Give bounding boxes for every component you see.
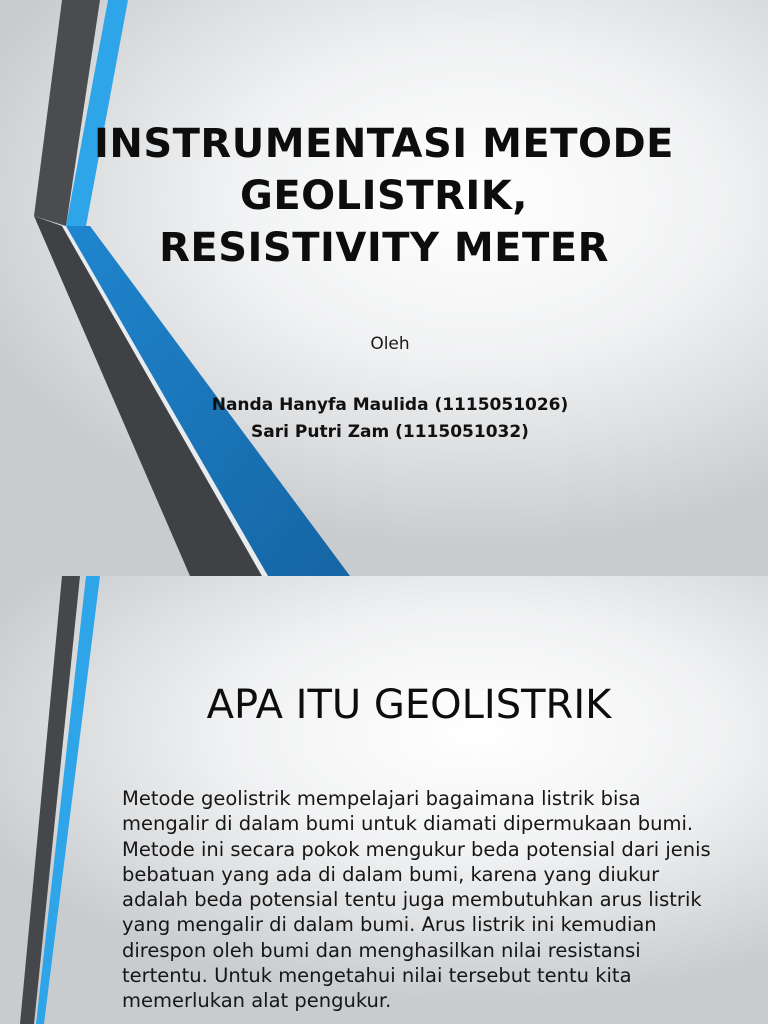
title-line-3: RESISTIVITY METER [159,225,609,271]
slide-definition [0,576,768,1024]
by-label: Oleh [370,334,410,354]
slide-body-text: Metode geolistrik mempelajari bagaimana listrik bisa mengalir di dalam bumi untuk diamati dipermukaan bumi. Metode ini secara pokok mengukur beda potensial dari jenis bebatuan yang ada di dalam bumi, karena yang diukur adalah beda potensial tentu juga membutuhkan arus listrik yang mengalir di dalam bumi. Arus listrik ini kemudian direspon oleh bumi dan menghasilkan nilai resistansi tertentu. Untuk mengetahui nilai tersebut tentu kita memerlukan alat pengukur. [122,787,711,1013]
author-2: Sari Putri Zam (1115051032) [251,422,529,442]
slide-heading: APA ITU GEOLISTRIK [206,682,612,728]
slide-title-text [40,118,728,274]
author-1: Nanda Hanyfa Maulida (1115051026) [211,395,569,415]
title-line-1: INSTRUMENTASI METODE [93,121,675,167]
title-line-2: GEOLISTRIK, [240,173,528,219]
author-list [140,392,640,446]
